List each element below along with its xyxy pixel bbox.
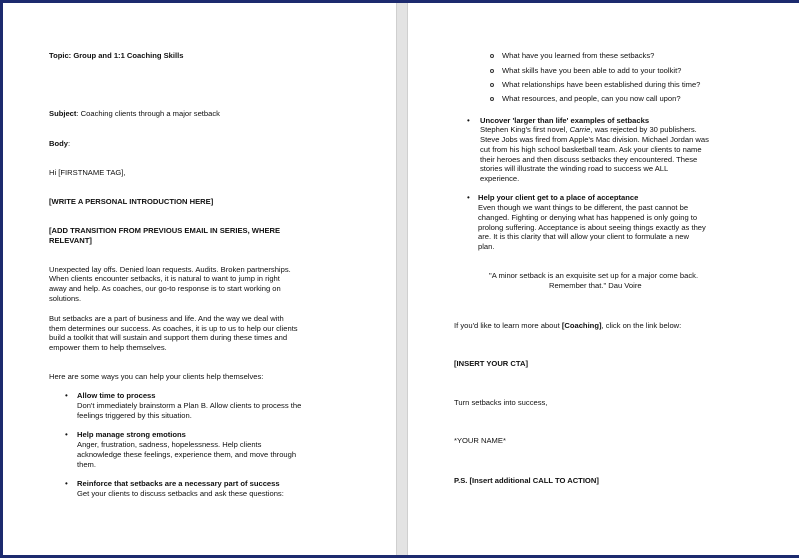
book-title: Carrie: [569, 125, 591, 134]
bullet-text-line: their heroes and then discuss setbacks they encountered. These: [480, 155, 698, 164]
bullet-text-line: stories will illustrate the winding road to success we ALL: [480, 164, 669, 173]
learn-more-line: [454, 321, 681, 331]
para1-line: Unexpected lay offs. Denied loan requests. Audits. Broken partnerships.: [49, 265, 291, 274]
quote-line2: Remember that." Dau Voire: [549, 281, 642, 290]
bullet-dot: •: [65, 430, 68, 439]
bullet-title: Uncover 'larger than life' examples of setbacks: [480, 116, 650, 125]
bullet-title: Allow time to process: [77, 391, 156, 400]
bullet-text-line: Steve Jobs was fired from Apple's Mac division. Michael Jordan was: [480, 135, 709, 144]
para1-line: solutions.: [49, 294, 82, 303]
topic-placeholder: [Coaching]: [561, 321, 602, 330]
subject-line: [49, 109, 220, 119]
your-name-placeholder: *YOUR NAME*: [454, 436, 506, 445]
ps-line: P.S. [Insert additional CALL TO ACTION]: [454, 476, 599, 485]
bullet-title: Help your client get to a place of acceptance: [478, 193, 639, 202]
bullet-dot: •: [467, 193, 470, 202]
question-line: What skills have you been able to add to your toolkit?: [502, 66, 682, 75]
transition-placeholder-line1: [ADD TRANSITION FROM PREVIOUS EMAIL IN SERIES, WHERE: [49, 226, 281, 235]
cta-placeholder: [INSERT YOUR CTA]: [454, 359, 528, 368]
text-run: , click on the link below:: [601, 321, 682, 330]
bullet-title: Help manage strong emotions: [77, 430, 186, 439]
para2-line: But setbacks are a part of business and life. And the way we deal with: [49, 314, 284, 323]
para2-line: empower them to help themselves.: [49, 343, 167, 352]
circle-bullet-icon: [490, 83, 494, 87]
text-run: , was rejected by 30 publishers.: [590, 125, 697, 134]
bullet-text-line: [480, 125, 697, 135]
bullet-text-line: plan.: [478, 242, 495, 251]
circle-bullet-icon: [490, 69, 494, 73]
bullet-dot: •: [65, 391, 68, 400]
bullet-title: Reinforce that setbacks are a necessary part of success: [77, 479, 280, 488]
bullet-text-line: Even though we want things to be different, the past cannot be: [478, 203, 689, 212]
circle-bullet-icon: [490, 97, 494, 101]
body-line: [49, 139, 70, 149]
document-page-2: [409, 3, 799, 555]
intro-placeholder: [WRITE A PERSONAL INTRODUCTION HERE]: [49, 197, 214, 206]
bullet-text-line: feelings triggered by this situation.: [77, 411, 192, 420]
text-run: Stephen King's first novel,: [480, 125, 570, 134]
para1-line: away and help. As coaches, our go-to response is to start working on: [49, 284, 281, 293]
bullet-text-line: Don't immediately brainstorm a Plan B. Allow clients to process the: [77, 401, 302, 410]
quote-line1: "A minor setback is an exquisite set up for a major come back.: [489, 271, 699, 280]
body-label: Body: [49, 139, 68, 148]
subject-value: : Coaching clients through a major setback: [76, 109, 220, 118]
signoff: Turn setbacks into success,: [454, 398, 548, 407]
bullet-text-line: experience.: [480, 174, 520, 183]
topic-line: Topic: Group and 1:1 Coaching Skills: [49, 51, 184, 60]
bullet-dot: •: [65, 479, 68, 488]
transition-placeholder-line2: RELEVANT]: [49, 236, 92, 245]
para1-line: When clients encounter setbacks, it is natural to want to jump in right: [49, 274, 280, 283]
ways-intro: Here are some ways you can help your clients help themselves:: [49, 372, 264, 381]
bullet-text-line: acknowledge these feelings, experience them, and move through: [77, 450, 297, 459]
question-line: What relationships have been established during this time?: [502, 80, 701, 89]
bullet-text-line: are. It is this clarity that will allow your client to formulate a new: [478, 232, 690, 241]
bullet-dot: •: [467, 116, 470, 125]
bullet-text-line: Anger, frustration, sadness, hopelessness. Help clients: [77, 440, 262, 449]
para2-line: them determines our success. As coaches, it is up to us to help our clients: [49, 324, 298, 333]
bullet-text-line: cut from his high school basketball team. Ask your clients to name: [480, 145, 702, 154]
subject-label: Subject: [49, 109, 77, 118]
page-gutter: [396, 3, 408, 555]
bullet-text-line: Get your clients to discuss setbacks and ask these questions:: [77, 489, 284, 498]
document-page-1: [3, 3, 396, 555]
bullet-text-line: prolong suffering. Acceptance is about seeing things exactly as they: [478, 223, 706, 232]
bullet-text-line: changed. Fighting or denying what has happened is only going to: [478, 213, 698, 222]
circle-bullet-icon: [490, 54, 494, 58]
bullet-text-line: them.: [77, 460, 96, 469]
greeting: Hi [FIRSTNAME TAG],: [49, 168, 126, 177]
text-run: If you'd like to learn more about: [454, 321, 562, 330]
para2-line: build a toolkit that will sustain and support them during these times and: [49, 333, 288, 342]
question-line: What have you learned from these setbacks?: [502, 51, 655, 60]
question-line: What resources, and people, can you now call upon?: [502, 94, 681, 103]
body-colon: :: [67, 139, 71, 148]
